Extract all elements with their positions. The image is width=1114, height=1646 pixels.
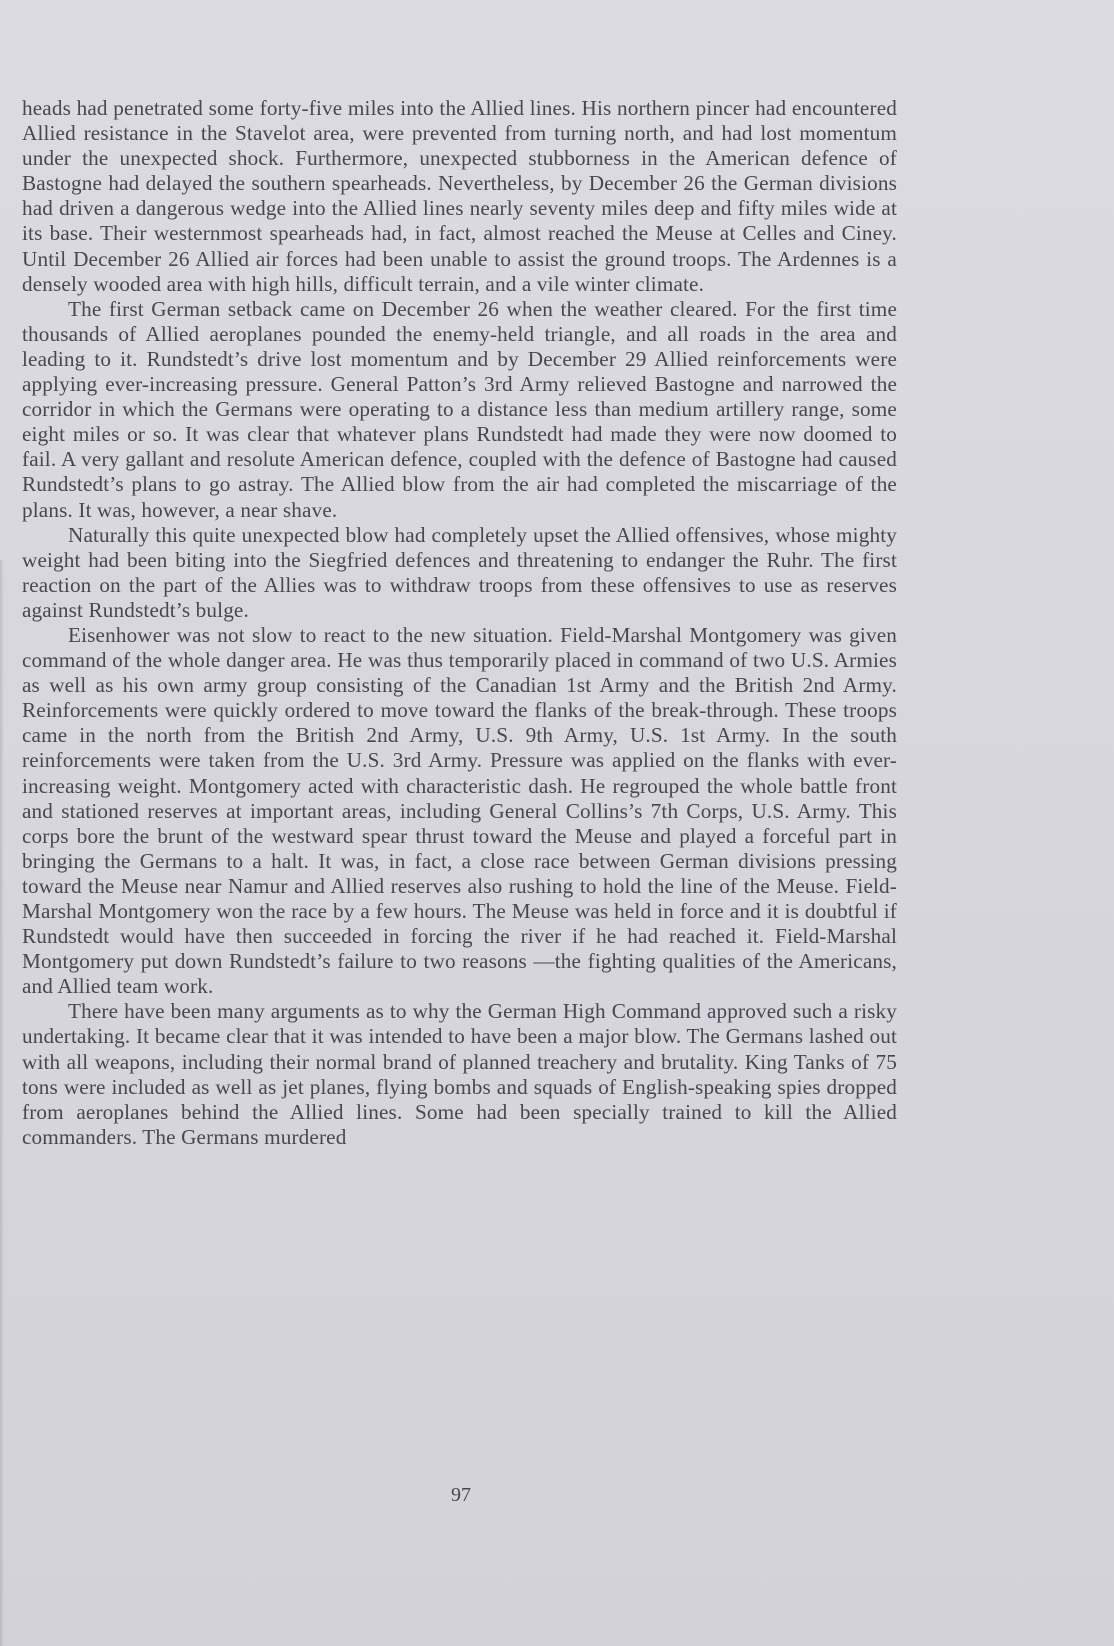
paragraph-1: heads had penetrated some forty-five miles into the Allied lines. His northern pincer had encountered Allied resistance in the Stavelot area, were prevented from turning north, and had lost momentum under the unexpected shock. Furthermore, unexpected stubborness in the American defence of Bastogne had delayed the southern spearheads. Nevertheless, by December 26 the German divisions had driven a dangerous wedge into the Allied lines nearly seventy miles deep and fifty miles wide at its base. Their westernmost spearheads had, in fact, almost reached the Meuse at Celles and Ciney. Until December 26 Allied air forces had been unable to assist the ground troops. The Ardennes is a densely wooded area with high hills, difficult terrain, and a vile winter climate.: [22, 96, 897, 296]
paragraph-2: The first German setback came on December 26 when the weather cleared. For the first time thousands of Allied aeroplanes pounded the enemy-held triangle, and all roads in the area and leading to it. Rundstedt’s drive lost momentum and by December 29 Allied reinforcements were applying ever-increasing pressure. General Patton’s 3rd Army relieved Bastogne and narrowed the corridor in which the Germans were operating to a distance less than medium artillery range, some eight miles or so. It was clear that whatever plans Rundstedt had made they were now doomed to fail. A very gallant and resolute American defence, coupled with the defence of Bastogne had caused Rundstedt’s plans to go astray. The Allied blow from the air had completed the miscarriage of the plans. It was, however, a near shave.: [22, 296, 897, 522]
body-text: [22, 96, 897, 1150]
paragraph-4: Eisenhower was not slow to react to the new situation. Field-Marshal Montgomery was given command of the whole danger area. He was thus temporarily placed in command of two U.S. Armies as well as his own army group consisting of the Canadian 1st Army and the British 2nd Army. Reinforcements were quickly ordered to move toward the flanks of the break-through. These troops came in the north from the British 2nd Army, U.S. 9th Army, U.S. 1st Army. In the south reinforcements were taken from the U.S. 3rd Army. Pressure was applied on the flanks with ever-increasing weight. Montgomery acted with characteristic dash. He regrouped the whole battle front and stationed reserves at important areas, including General Collins’s 7th Corps, U.S. Army. This corps bore the brunt of the westward spear thrust toward the Meuse and played a forceful part in bringing the Germans to a halt. It was, in fact, a close race between German divisions pressing toward the Meuse near Namur and Allied reserves also rushing to hold the line of the Meuse. Field-Marshal Montgomery won the race by a few hours. The Meuse was held in force and it is doubtful if Rundstedt would have then succeeded in forcing the river if he had reached it. Field-Marshal Montgomery put down Rundstedt’s failure to two reasons —the fighting qualities of the Americans, and Allied team work.: [22, 622, 897, 999]
paragraph-5: There have been many arguments as to why the German High Command approved such a risky undertaking. It became clear that it was intended to have been a major blow. The Germans lashed out with all weapons, including their normal brand of planned treachery and brutality. King Tanks of 75 tons were included as well as jet planes, flying bombs and squads of English-speaking spies dropped from aeroplanes behind the Allied lines. Some had been specially trained to kill the Allied commanders. The Germans murdered: [22, 999, 897, 1149]
page-number: 97: [451, 1484, 471, 1506]
paragraph-3: Naturally this quite unexpected blow had completely upset the Allied offensives, whose mighty weight had been biting into the Siegfried defences and threatening to endanger the Ruhr. The first reaction on the part of the Allies was to withdraw troops from these offensives to use as reserves against Rundstedt’s bulge.: [22, 522, 897, 622]
